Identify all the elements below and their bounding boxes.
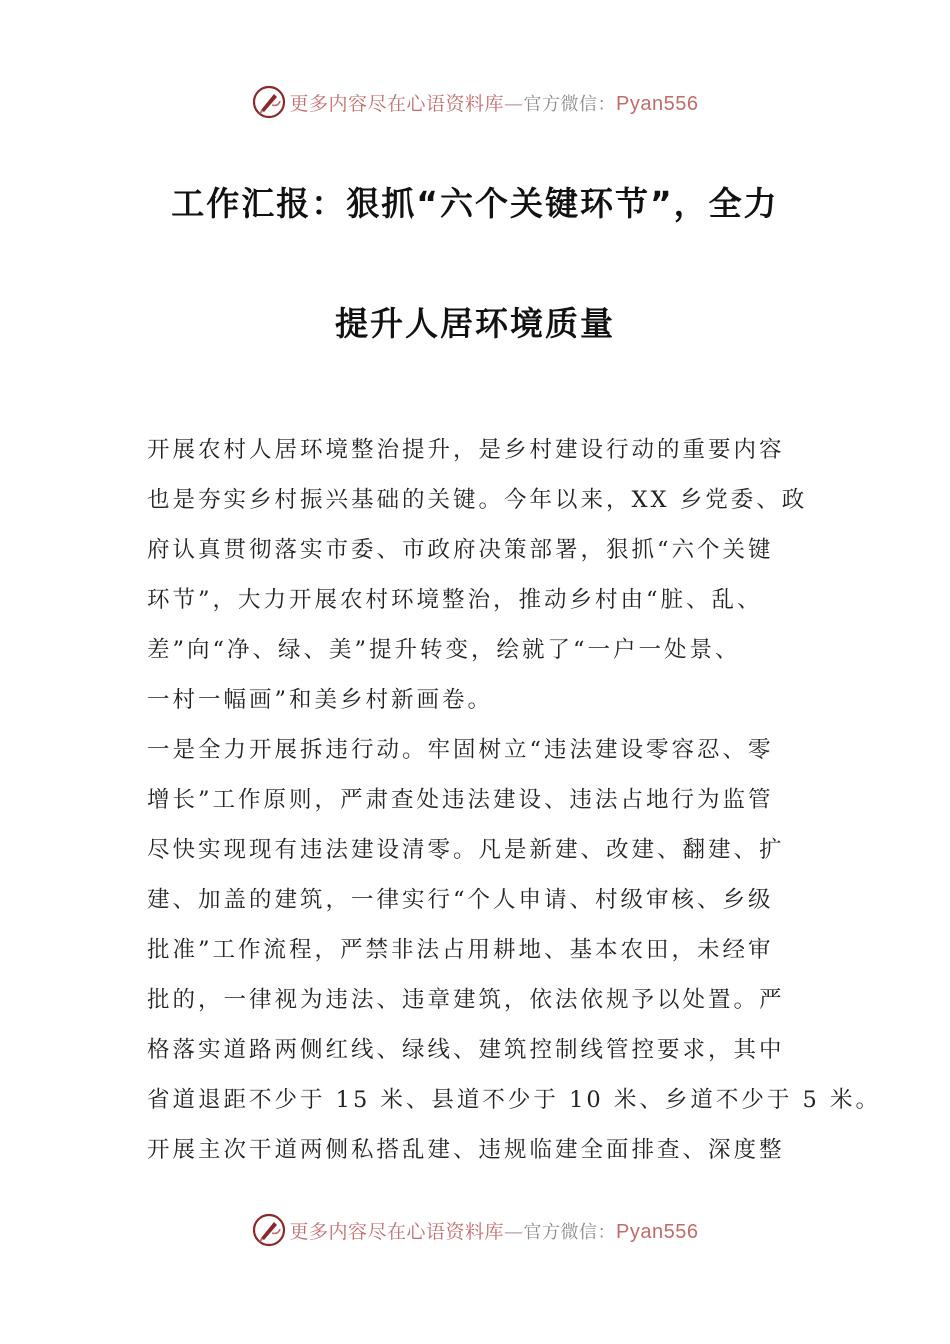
watermark-separator: — — [504, 1220, 524, 1243]
body-line: 环节”，大力开展农村环境整治，推动乡村由“脏、乱、 — [147, 587, 763, 613]
body-line: 府认真贯彻落实市委、市政府决策部署，狠抓“六个关键 — [147, 537, 774, 563]
watermark-separator: — — [504, 92, 524, 115]
body-line: 差”向“净、绿、美”提升转变，绘就了“一户一处景、 — [147, 637, 741, 663]
watermark-red-text: 更多内容尽在心语资料库 — [289, 92, 505, 115]
document-title-line-1: 工作汇报：狠抓“六个关键环节”，全力 — [171, 184, 779, 223]
watermark-official-label: 官方微信： — [523, 93, 617, 115]
body-line: 尽快实现现有违法建设清零。凡是新建、改建、翻建、扩 — [147, 837, 785, 863]
body-line: 省道退距不少于 15 米、县道不少于 10 米、乡道不少于 5 米。 — [147, 1087, 881, 1113]
pen-logo-icon — [252, 85, 286, 119]
body-line: 也是夯实乡村振兴基础的关键。今年以来，XX 乡党委、政 — [147, 487, 808, 513]
body-line: 批的，一律视为违法、违章建筑，依法依规予以处置。严 — [147, 987, 785, 1013]
document-title-line-2: 提升人居环境质量 — [335, 304, 615, 343]
body-line: 建、加盖的建筑，一律实行“个人申请、村级审核、乡级 — [147, 887, 774, 913]
watermark-banner-top — [0, 82, 950, 122]
watermark-wechat-id: Pyan556 — [616, 1220, 699, 1243]
watermark-wechat-id: Pyan556 — [616, 92, 699, 115]
body-line: 格落实道路两侧红线、绿线、建筑控制线管控要求，其中 — [147, 1037, 785, 1063]
body-line: 一是全力开展拆违行动。牢固树立“违法建设零容忍、零 — [147, 737, 774, 763]
body-line: 一村一幅画”和美乡村新画卷。 — [147, 687, 494, 713]
watermark-red-text: 更多内容尽在心语资料库 — [289, 1220, 505, 1243]
watermark-official-label: 官方微信： — [523, 1221, 617, 1243]
body-line: 增长”工作原则，严肃查处违法建设、违法占地行为监管 — [147, 787, 774, 813]
watermark-banner-bottom — [0, 1210, 950, 1250]
body-line: 开展主次干道两侧私搭乱建、违规临建全面排查、深度整 — [147, 1137, 785, 1163]
watermark-text — [290, 1217, 699, 1244]
body-line: 开展农村人居环境整治提升，是乡村建设行动的重要内容 — [147, 437, 785, 463]
pen-logo-icon — [252, 1213, 286, 1247]
document-body — [147, 427, 881, 1177]
watermark-text — [290, 89, 699, 116]
body-line: 批准”工作流程，严禁非法占用耕地、基本农田，未经审 — [147, 937, 774, 963]
